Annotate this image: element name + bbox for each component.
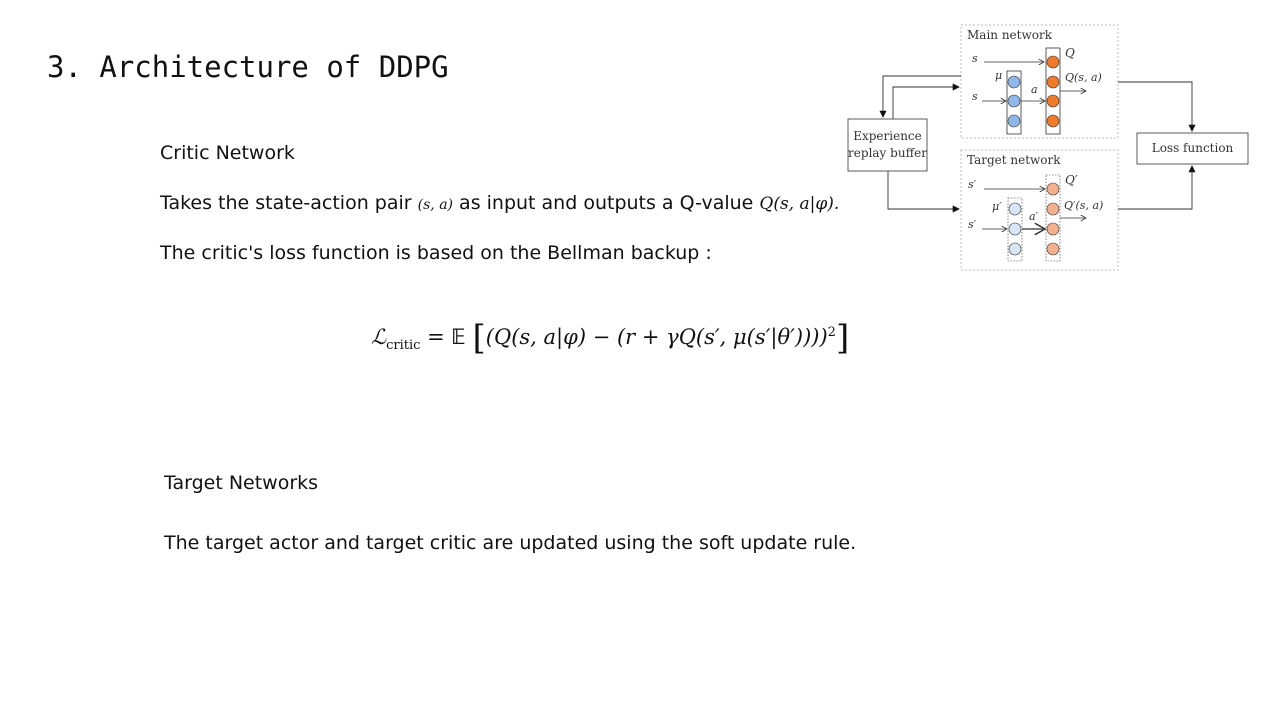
main-to-buffer-arrow [883,76,961,117]
ddpg-architecture-diagram [840,20,1260,280]
critic-loss-formula [371,318,849,358]
target-actor-node [1009,203,1021,215]
critic-desc-prefix: Takes the state-action pair [160,192,412,214]
main-q-label: Q [1065,46,1075,60]
target-network-panel [961,150,1118,270]
main-critic-node [1047,115,1059,127]
main-actor-node [1008,76,1020,88]
main-s-bottom: s [972,90,978,103]
formula-power: 2 [827,325,836,340]
q-value-math: Q(s, a|φ). [759,194,840,214]
main-to-loss-arrow [1118,82,1192,131]
target-networks-heading: Target Networks [164,472,319,494]
equals-sign: = [427,325,445,349]
main-critic-node [1047,56,1059,68]
target-s-bottom: s′ [968,218,977,231]
main-network-label: Main network [967,28,1052,42]
target-to-loss-arrow [1118,166,1192,209]
target-s-top: s′ [968,178,977,191]
main-s-top: s [972,52,978,65]
target-networks-description: The target actor and target critic are updated using the soft update rule. [164,532,857,554]
loss-symbol: ℒ [371,325,387,349]
buffer-to-target-arrow [888,171,959,209]
critic-desc-middle: as input and outputs a Q-value [459,192,754,214]
loss-subscript: critic [386,338,421,354]
target-network-label: Target network [967,153,1061,167]
target-actor-node [1009,223,1021,235]
replay-buffer-box [848,119,927,171]
critic-network-heading: Critic Network [160,142,295,164]
main-qsa-label: Q(s, a) [1065,71,1102,84]
loss-function-box [1137,133,1248,164]
target-qsa-label: Q′(s, a) [1064,199,1104,212]
main-actor-node [1008,95,1020,107]
expectation-symbol: 𝔼 [451,325,466,349]
target-actor-node [1009,243,1021,255]
state-action-math: (s, a) [417,197,453,213]
slide-title: 3. Architecture of DDPG [47,50,449,84]
target-critic-node [1047,223,1059,235]
target-critic-node [1047,183,1059,195]
critic-description-line [160,192,839,214]
replay-buffer-label-1: Experience [853,129,922,143]
buffer-to-main-arrow [893,87,959,119]
replay-buffer-label-2: replay buffer [848,146,927,160]
loss-function-label: Loss function [1151,141,1234,155]
target-q-label: Q′ [1065,173,1078,187]
main-critic-node [1047,95,1059,107]
formula-body: (Q(s, a|φ) − (r + γQ(s′, μ(s′|θ′)))) [485,325,828,349]
left-bracket: [ [472,318,486,358]
target-a-label: a′ [1029,210,1039,223]
target-critic-node [1047,203,1059,215]
right-bracket: ] [835,318,850,358]
main-actor-node [1008,115,1020,127]
main-a-label: a [1031,83,1038,96]
target-mu-label: μ′ [992,200,1002,213]
main-mu-label: μ [995,69,1003,82]
critic-loss-intro: The critic's loss function is based on the Bellman backup : [160,242,712,264]
target-critic-node [1047,243,1059,255]
main-network-panel [961,25,1118,138]
main-critic-node [1047,76,1059,88]
